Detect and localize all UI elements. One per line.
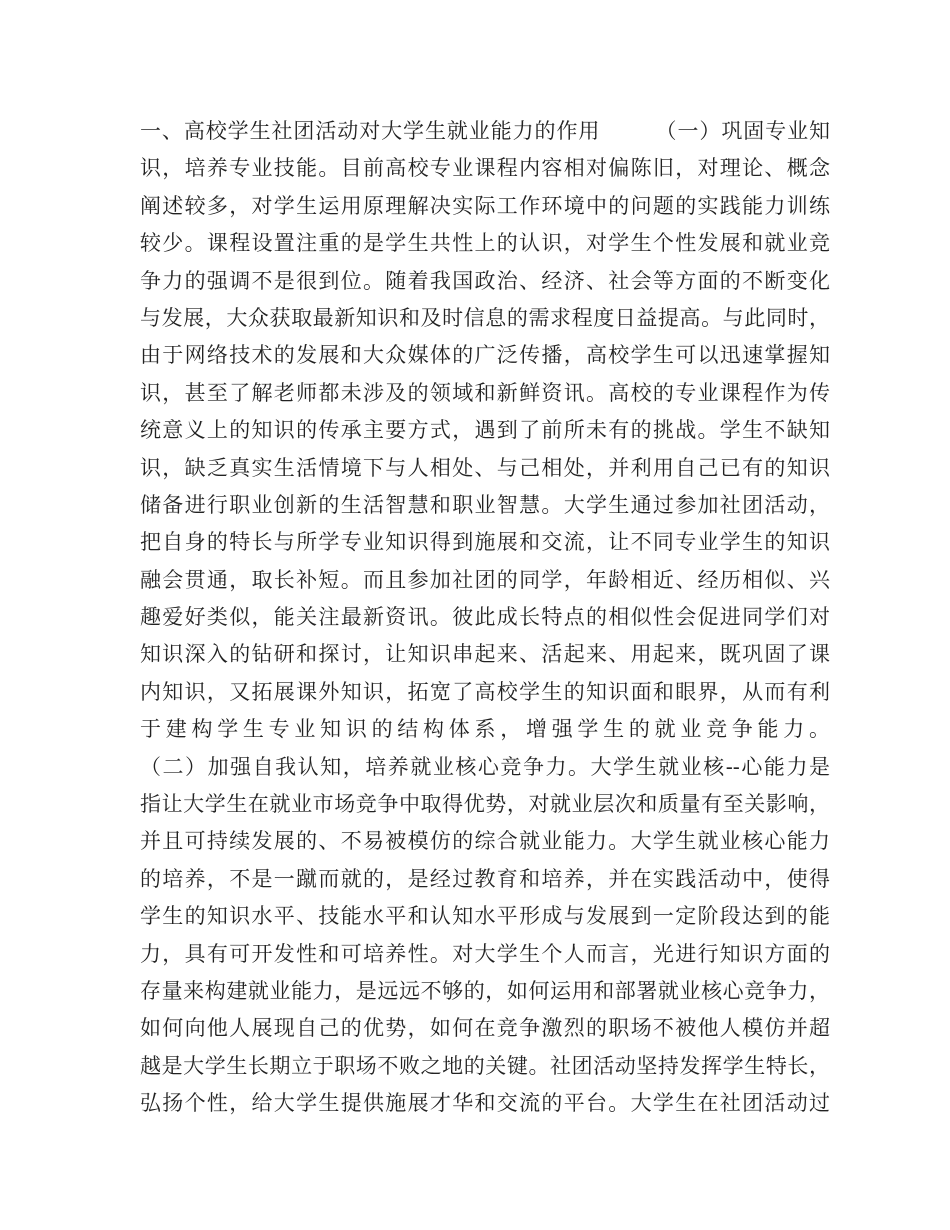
text-line: 储备进行职业创新的生活智慧和职业智慧。大学生通过参加社团活动，	[140, 492, 830, 517]
text-line: 趣爱好类似，能关注最新资讯。彼此成长特点的相似性会促进同学们对	[140, 605, 830, 630]
text-line: 如何向他人展现自己的优势，如何在竞争激烈的职场不被他人模仿并超	[140, 1016, 830, 1041]
text-line: 与发展，大众获取最新知识和及时信息的需求程度日益提高。与此同时，	[140, 305, 830, 330]
text-line: 一、高校学生社团活动对大学生就业能力的作用 （一）巩固专业知	[140, 119, 830, 143]
text-line: 统意义上的知识的传承主要方式，遇到了前所未有的挑战。学生不缺知	[140, 418, 830, 443]
text-line: 融会贯通，取长补短。而且参加社团的同学，年龄相近、经历相似、兴	[140, 567, 830, 592]
text-line: 弘扬个性，给大学生提供施展才华和交流的平台。大学生在社团活动过	[140, 1091, 830, 1116]
text-line: 力，具有可开发性和可培养性。对大学生个人而言，光进行知识方面的	[140, 941, 830, 966]
text-line: （二）加强自我认知，培养就业核心竞争力。大学生就业核--心能力是	[140, 754, 830, 779]
text-line: 争力的强调不是很到位。随着我国政治、经济、社会等方面的不断变化	[140, 268, 830, 293]
text-line: 指让大学生在就业市场竞争中取得优势，对就业层次和质量有至关影响，	[140, 792, 830, 817]
text-line: 内知识，又拓展课外知识，拓宽了高校学生的知识面和眼界，从而有利	[140, 679, 830, 704]
text-line: 识，缺乏真实生活情境下与人相处、与己相处，并利用自己已有的知识	[140, 455, 830, 480]
text-line: 的培养，不是一蹴而就的，是经过教育和培养，并在实践活动中，使得	[140, 866, 830, 891]
text-line: 学生的知识水平、技能水平和认知水平形成与发展到一定阶段达到的能	[140, 904, 830, 929]
text-line: 存量来构建就业能力，是远远不够的，如何运用和部署就业核心竞争力，	[140, 978, 830, 1003]
text-line: 识，甚至了解老师都未涉及的领域和新鲜资讯。高校的专业课程作为传	[140, 380, 830, 405]
text-line: 识，培养专业技能。目前高校专业课程内容相对偏陈旧，对理论、概念	[140, 156, 830, 181]
text-line: 把自身的特长与所学专业知识得到施展和交流，让不同专业学生的知识	[140, 530, 830, 555]
text-line: 较少。课程设置注重的是学生共性上的认识，对学生个性发展和就业竞	[140, 231, 830, 256]
text-line: 并且可持续发展的、不易被模仿的综合就业能力。大学生就业核心能力	[140, 829, 830, 854]
text-line: 于建构学生专业知识的结构体系，增强学生的就业竞争能力。	[140, 717, 830, 742]
text-line: 越是大学生长期立于职场不败之地的关键。社团活动坚持发挥学生特长，	[140, 1053, 830, 1078]
text-line: 知识深入的钻研和探讨，让知识串起来、活起来、用起来，既巩固了课	[140, 642, 830, 667]
text-line: 由于网络技术的发展和大众媒体的广泛传播，高校学生可以迅速掌握知	[140, 343, 830, 368]
body-text	[140, 113, 830, 1123]
text-line: 阐述较多，对学生运用原理解决实际工作环境中的问题的实践能力训练	[140, 193, 830, 218]
